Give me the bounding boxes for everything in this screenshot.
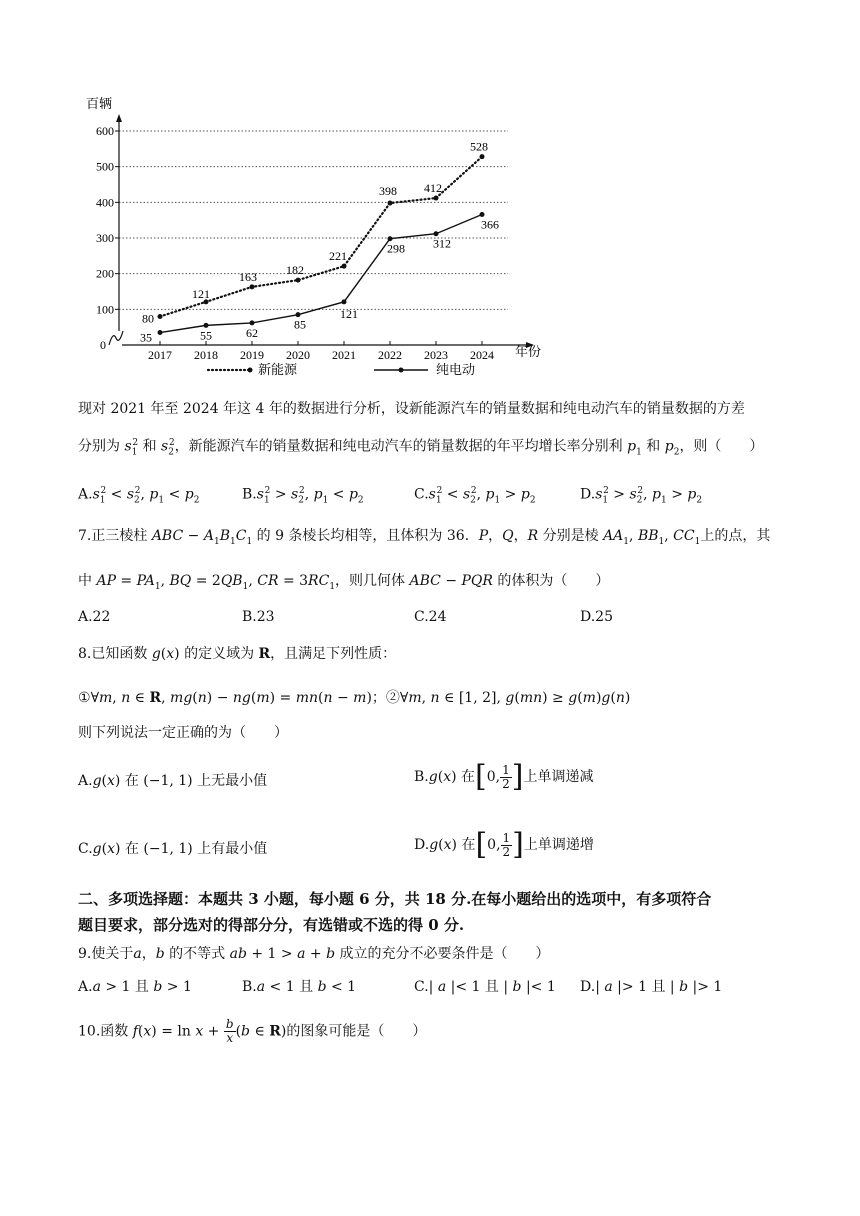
q6-line-1: 现对 2021 年至 2024 年这 4 年的数据进行分析，设新能源汽车的销量数据和纯电动汽车的销量数据的方差 bbox=[78, 401, 745, 417]
q8-text: ，且满足下列性质： bbox=[270, 646, 397, 662]
option-label: A. bbox=[78, 773, 93, 789]
q9-option-a[interactable]: A.a > 1 且 b > 1 bbox=[78, 979, 192, 995]
data-label: 398 bbox=[379, 184, 397, 199]
section-2-heading: 二、多项选择题：本题共 3 小题，每小题 6 分，共 18 分.在每小题给出的选项中，有多项符合 bbox=[78, 890, 712, 908]
q10-stem: 10.函数 f(x) = ln x + $\frac{b}{x}$ (b ∈ R)的图象可能是（ ） bbox=[78, 1017, 427, 1045]
option-label: D. bbox=[414, 837, 430, 853]
q6-line-2: 分别为 $s_1^2$ 和 $s_2^2$，新能源汽车的销量数据和纯电动汽车的销量数据的年平均增长率分别利 $p_1$ 和 $p_2$，则（ ） bbox=[78, 438, 764, 458]
data-label: 163 bbox=[239, 269, 257, 284]
q8-text: ；② bbox=[371, 690, 400, 706]
q8-option-d[interactable]: D.g(x) 在[0, $\frac{1}{2}$ ]上单调递增 bbox=[414, 827, 594, 862]
x-axis-label: 年份 bbox=[515, 344, 542, 359]
q7-option-a[interactable]: A.22 bbox=[78, 609, 111, 625]
q6-option-b[interactable]: $B.s_1^2 > s_2^2$, $p_1 < p_2$ bbox=[242, 486, 364, 506]
q9-option-c[interactable]: C.| a |< 1 且 | b |< 1 bbox=[414, 979, 556, 995]
q9-stem: 9.使关于a，b 的不等式 ab + 1 > a + b 成立的充分不必要条件是（ ） bbox=[78, 946, 550, 962]
q8-line-1: 8.已知函数 g(x) 的定义域为 R，且满足下列性质： bbox=[78, 646, 397, 662]
q8-option-a[interactable]: A.g(x) 在 (−1, 1) 上无最小值 bbox=[78, 773, 268, 789]
q10-text: 10.函数 bbox=[78, 1023, 129, 1040]
option-label: C. bbox=[78, 841, 93, 857]
y-tick-label: 100 bbox=[96, 302, 114, 317]
q7-text: 的 9 条棱长均相等，且体积为 36． bbox=[256, 528, 479, 544]
option-label: B. bbox=[242, 486, 257, 503]
q7-text: ，则几何体 bbox=[335, 573, 406, 589]
axis-break bbox=[109, 325, 123, 345]
data-label: 221 bbox=[329, 249, 347, 264]
q8-text: 8.已知函数 bbox=[78, 646, 148, 662]
data-label: 182 bbox=[286, 263, 304, 278]
data-point bbox=[480, 212, 485, 217]
option-label: D. bbox=[580, 486, 596, 503]
x-tick-label: 2017 bbox=[148, 348, 172, 362]
q7-text: 上的点，其 bbox=[700, 528, 771, 544]
q10-text: 的图象可能是（ ） bbox=[286, 1023, 427, 1040]
data-point bbox=[158, 330, 163, 335]
y-tick-label: 0 bbox=[100, 338, 106, 352]
data-point bbox=[250, 284, 255, 289]
data-point bbox=[434, 231, 439, 236]
y-tick-label: 400 bbox=[96, 195, 114, 210]
sales-line-chart bbox=[78, 88, 558, 388]
data-label: 412 bbox=[424, 181, 442, 196]
q8-text: 在 bbox=[461, 769, 476, 785]
q7-text: 中 bbox=[78, 573, 92, 589]
q7-text: 分别是棱 bbox=[542, 528, 599, 544]
data-point bbox=[158, 314, 163, 319]
legend-marker bbox=[399, 368, 404, 373]
data-point bbox=[434, 196, 439, 201]
q8-text: 上无最小值 bbox=[197, 773, 268, 789]
chart-grid bbox=[115, 131, 508, 309]
x-tick-label: 2022 bbox=[378, 348, 402, 362]
data-point bbox=[388, 201, 393, 206]
x-tick-label: 2020 bbox=[286, 348, 310, 362]
y-axis-label: 百辆 bbox=[86, 96, 113, 111]
q6-text: 和 bbox=[646, 438, 661, 455]
y-tick-label: 500 bbox=[96, 159, 114, 174]
q9-text: 成立的充分不必要条件是（ ） bbox=[339, 946, 550, 962]
y-axis-arrow bbox=[116, 114, 122, 122]
data-label: 121 bbox=[340, 306, 358, 321]
x-tick-label: 2019 bbox=[240, 348, 264, 362]
q9-text: 9.使关于 bbox=[78, 946, 134, 962]
q9-text: 的不等式 bbox=[169, 946, 226, 962]
q6-option-a[interactable]: $A.s_1^2 < s_2^2$, $p_1 < p_2$ bbox=[78, 486, 200, 506]
section-2-heading-cont: 题目要求，部分选对的得部分分，有选错或不选的得 0 分. bbox=[78, 916, 465, 934]
data-label: 121 bbox=[192, 286, 210, 301]
data-point bbox=[342, 264, 347, 269]
data-point bbox=[388, 236, 393, 241]
q8-ask: 则下列说法一定正确的为（ ） bbox=[78, 725, 288, 741]
q8-text: 上单调递减 bbox=[523, 769, 594, 785]
q7-line-1: 7.正三棱柱 ABC − $A_1B_1C_1$ 的 9 条棱长均相等，且体积为 36．P，Q，R 分别是棱 $AA_1$, $BB_1$, $CC_1$上的点，其 bbox=[78, 528, 771, 547]
q9-text: 且 bbox=[299, 979, 314, 995]
q6-option-d[interactable]: $D.s_1^2 > s_2^2$, $p_1 > p_2$ bbox=[580, 486, 703, 506]
q7-text: 7.正三棱柱 bbox=[78, 528, 148, 544]
data-label: 62 bbox=[246, 325, 258, 340]
data-label: 85 bbox=[294, 317, 306, 332]
data-point bbox=[342, 299, 347, 304]
legend-label-new-energy: 新能源 bbox=[258, 362, 298, 377]
q8-text: 在 bbox=[124, 773, 139, 789]
q8-text: 在 bbox=[461, 837, 476, 853]
data-point bbox=[250, 320, 255, 325]
data-point bbox=[480, 154, 485, 159]
q7-option-b[interactable]: B.23 bbox=[242, 609, 275, 625]
chart-series bbox=[140, 140, 499, 345]
x-tick-labels bbox=[148, 341, 494, 362]
q6-text: 和 bbox=[142, 438, 157, 455]
option-label: D. bbox=[580, 979, 596, 995]
q9-text: 且 bbox=[134, 979, 149, 995]
q8-option-b[interactable]: B.g(x) 在[0, $\frac{1}{2}$ ]上单调递减 bbox=[414, 759, 594, 794]
chart-legend bbox=[208, 362, 475, 377]
data-label: 35 bbox=[140, 330, 152, 345]
q9-text: 且 bbox=[651, 979, 666, 995]
x-tick-label: 2021 bbox=[332, 348, 356, 362]
q9-text: 且 bbox=[484, 979, 499, 995]
q8-properties: ①∀m, n ∈ R, mg(n) − ng(m) = mn(n − m)；②∀m, n ∈ [1, 2], g(mn) ≥ g(m)g(n) bbox=[78, 690, 631, 706]
y-tick-labels bbox=[96, 124, 114, 352]
q7-option-c[interactable]: C.24 bbox=[414, 609, 447, 625]
data-label: 80 bbox=[142, 311, 154, 326]
data-point bbox=[296, 312, 301, 317]
y-tick-label: 200 bbox=[96, 266, 114, 281]
x-tick-label: 2018 bbox=[194, 348, 218, 362]
q8-text: 上有最小值 bbox=[197, 841, 268, 857]
data-point bbox=[204, 323, 209, 328]
data-label: 55 bbox=[200, 328, 212, 343]
option-label: C. bbox=[414, 486, 429, 503]
option-label: A. bbox=[78, 486, 93, 503]
q8-option-c[interactable]: C.g(x) 在 (−1, 1) 上有最小值 bbox=[78, 841, 268, 857]
data-label: 312 bbox=[433, 236, 451, 251]
option-label: A. bbox=[78, 979, 93, 995]
q8-text: 的定义域为 bbox=[184, 646, 255, 662]
x-tick-label: 2023 bbox=[424, 348, 448, 362]
q6-text: 分别为 bbox=[78, 438, 120, 455]
q7-option-d[interactable]: D.25 bbox=[580, 609, 613, 625]
y-tick-label: 600 bbox=[96, 124, 114, 138]
q7-text: 的体积为（ ） bbox=[497, 573, 610, 589]
option-label: C. bbox=[414, 979, 429, 995]
data-label: 366 bbox=[481, 217, 499, 232]
q8-text: 在 bbox=[124, 841, 139, 857]
q7-line-2: 中 AP = $PA_1$, BQ = $2QB_1$, CR = $3RC_1$，则几何体 ABC − PQR 的体积为（ ） bbox=[78, 573, 610, 592]
q9-option-d[interactable]: D.| a |> 1 且 | b |> 1 bbox=[580, 979, 723, 995]
legend-marker bbox=[248, 368, 253, 373]
data-label: 528 bbox=[470, 139, 488, 154]
option-label: B. bbox=[414, 769, 429, 785]
data-label: 298 bbox=[387, 241, 405, 256]
q6-option-c[interactable]: $C.s_1^2 < s_2^2$, $p_1 > p_2$ bbox=[414, 486, 536, 506]
data-point bbox=[296, 278, 301, 283]
x-tick-label: 2024 bbox=[470, 348, 494, 362]
q8-text: 上单调递增 bbox=[523, 837, 594, 853]
legend-label-pure-electric: 纯电动 bbox=[436, 362, 476, 377]
q6-text: ，则（ ） bbox=[679, 438, 764, 455]
q9-option-b[interactable]: B.a < 1 且 b < 1 bbox=[242, 979, 357, 995]
y-tick-label: 300 bbox=[96, 231, 114, 245]
q6-text: ，新能源汽车的销量数据和纯电动汽车的销量数据的年平均增长率分别利 bbox=[174, 438, 623, 455]
option-label: B. bbox=[242, 979, 257, 995]
q8-text: ① bbox=[78, 690, 91, 706]
